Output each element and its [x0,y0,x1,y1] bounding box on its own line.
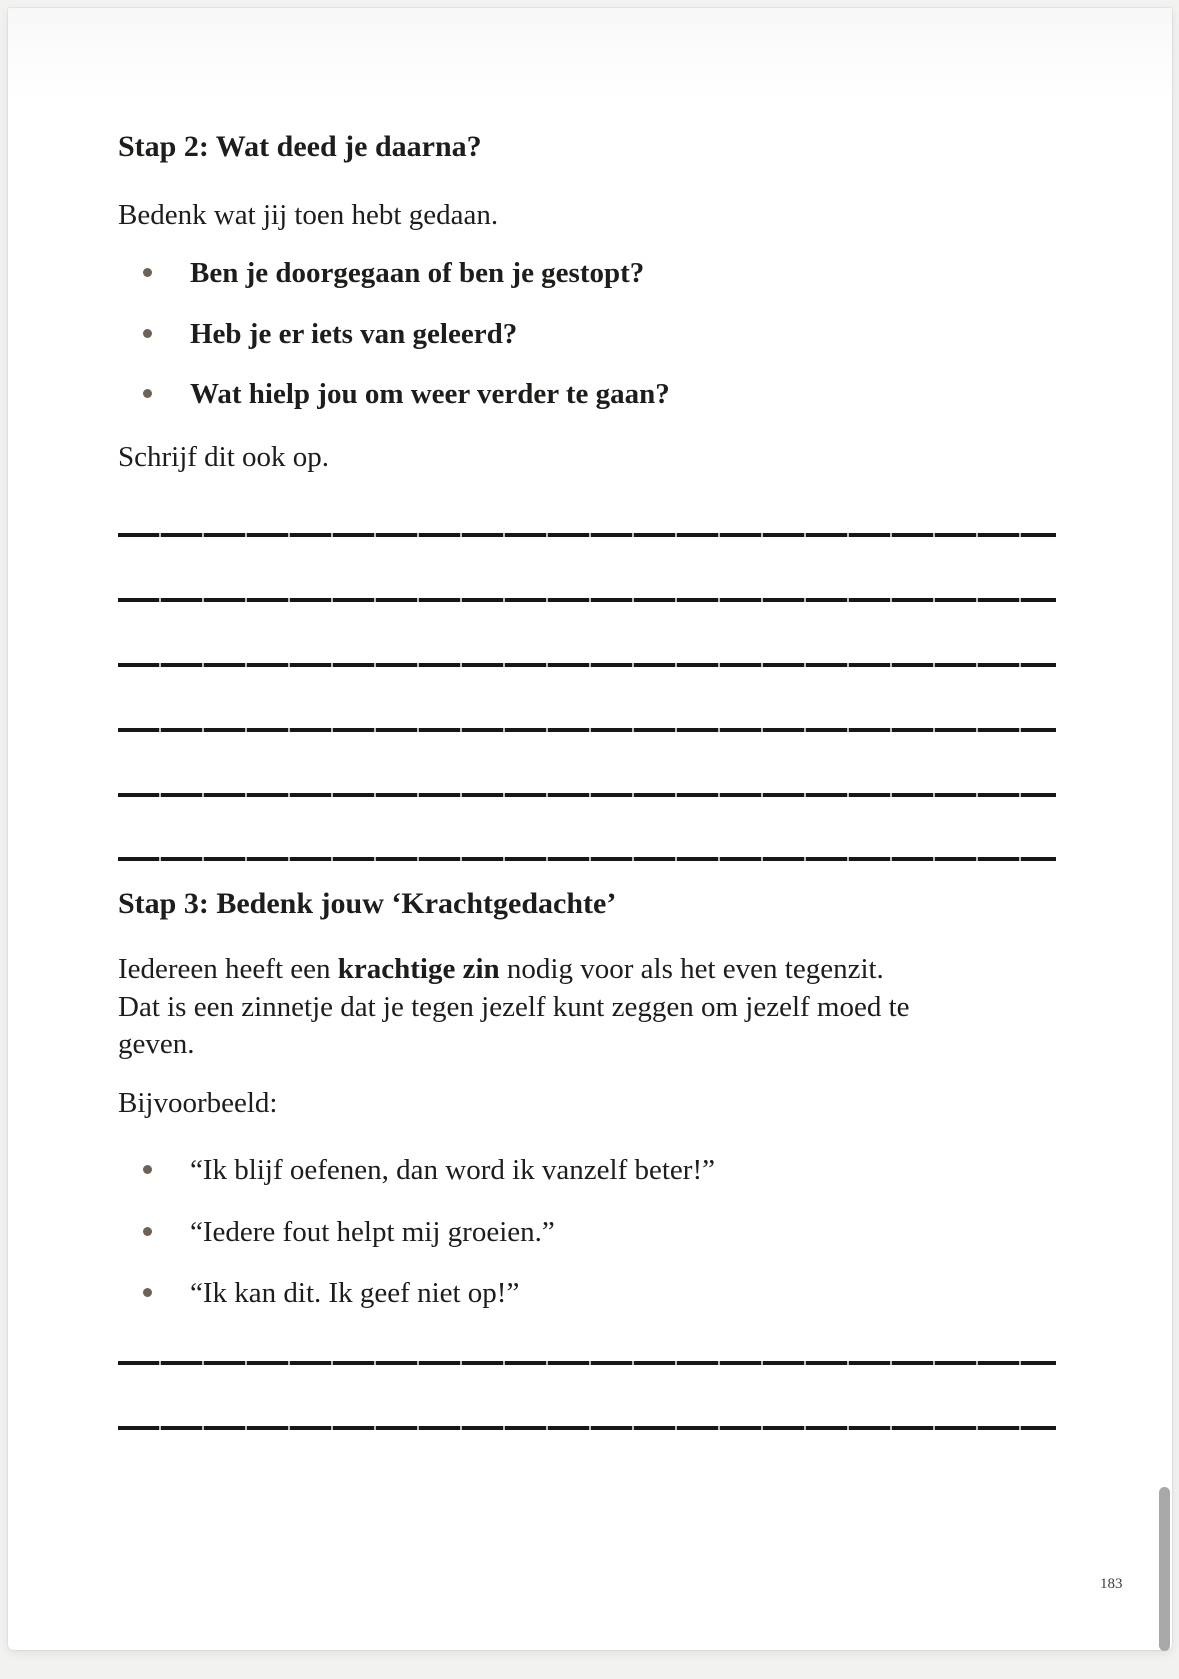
step3-bullet-1 [118,1151,715,1189]
step2-bullet-2 [118,315,517,353]
scrollbar-thumb[interactable] [1159,1487,1170,1651]
bullet-dot [143,1288,152,1297]
document-page [8,8,1172,1650]
writing-line [118,1426,1056,1430]
step3-paragraph [118,951,910,1064]
step2-heading: Stap 2: Wat deed je daarna? [118,130,482,163]
step3-paragraph-line3: geven. [118,1028,195,1060]
step3-bullet-3-text: “Ik kan dit. Ik geef niet op!” [190,1277,520,1309]
bullet-dot [143,268,152,277]
step3-example-label: Bijvoorbeeld: [118,1087,278,1119]
step2-intro: Bedenk wat jij toen hebt gedaan. [118,199,499,231]
step3-bullet-2-text: “Iedere fout helpt mij groeien.” [190,1216,555,1248]
writing-line [118,857,1056,861]
step3-paragraph-bold: krachtige zin [337,953,500,985]
bullet-dot [143,389,152,398]
bullet-dot [143,1165,152,1174]
step2-bullet-3-text: Wat hielp jou om weer verder te gaan? [190,378,670,410]
step2-bullet-3 [118,375,670,413]
step3-bullet-2 [118,1213,555,1251]
writing-line [118,728,1056,732]
writing-line [118,1361,1056,1365]
step3-bullet-1-text: “Ik blijf oefenen, dan word ik vanzelf beter!” [190,1154,715,1186]
writing-line [118,533,1056,537]
step3-paragraph-line1: Iedereen heeft een krachtige zin nodig voor als het even tegenzit. [118,953,884,985]
step3-heading: Stap 3: Bedenk jouw ‘Krachtgedachte’ [118,887,617,920]
step2-bullet-1 [118,254,644,292]
step2-bullet-1-text: Ben je doorgegaan of ben je gestopt? [190,257,645,289]
step2-bullet-2-text: Heb je er iets van geleerd? [190,318,518,350]
writing-line [118,598,1056,602]
bullet-dot [143,1227,152,1236]
bullet-dot [143,329,152,338]
step3-bullet-3 [118,1274,519,1312]
writing-line [118,663,1056,667]
step2-outro: Schrijf dit ook op. [118,441,330,473]
writing-line [118,793,1056,797]
page-number: 183 [1100,1576,1123,1592]
step3-paragraph-line2: Dat is een zinnetje dat je tegen jezelf kunt zeggen om jezelf moed te [118,990,910,1023]
